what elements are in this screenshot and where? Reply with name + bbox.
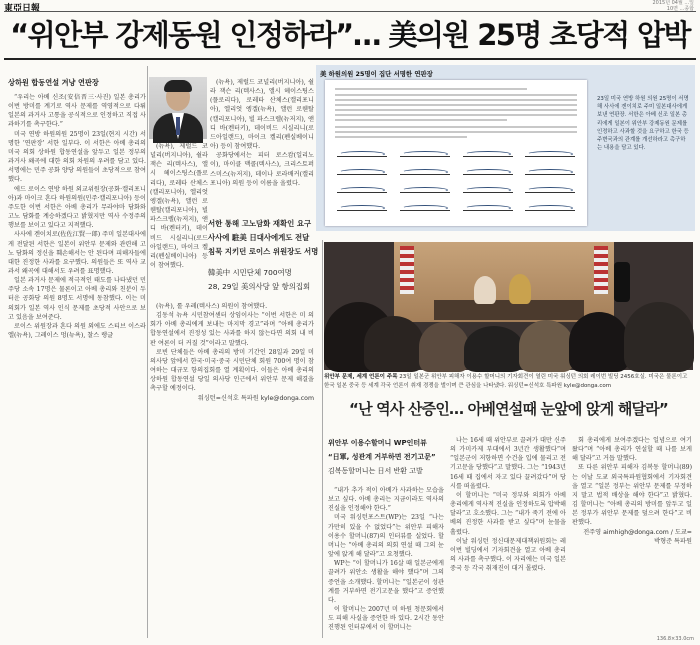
top-rule <box>4 11 696 12</box>
letter-box-title: 美 하원의원 25명이 집단 서명한 연판장 <box>320 70 433 78</box>
page-number: 10면 ...종합 <box>666 6 694 12</box>
paragraph: 또 다른 위안부 피해자 김복동 할머니(89)는 이날 도쿄 외국특파원협회에서 기자회견을 열고 “일본 정부는 위안부 문제를 부정하지 말고 법적 배상을 해야 한다”고 밝혔다. 김 할머니는 “아베 총리의 방미를 앞두고 일본 정부가 위안부 문제를 덮으려 한다”고 비판했다. <box>572 464 692 527</box>
quote-col-3 <box>572 436 692 638</box>
byline: 워싱턴=신석호 특파원 kyle@donga.com <box>197 394 314 402</box>
press-conference-photo <box>324 242 693 370</box>
paragraph: (뉴욕), 롤 우레(텍사스) 의원이 참여했다. <box>156 303 268 310</box>
paragraph: 미국 연방 하원의원 25명이 23일(현지 시간) 서명한 ‘연판장’ 서한 일부다. 이 서한은 아베 총리의 미국 의회 상하원 합동연설을 앞두고 일본 정부의 과거사 왜곡에 대한 의회 차원의 우려를 담고 있다. 서명에는 민주 공화 양당 의원들이 초당적으로 참여했다. <box>8 130 146 184</box>
letter-document-image <box>325 80 587 226</box>
quote-subhead-1: 위안부 이용수할머니 WP인터뷰 <box>328 439 427 447</box>
paragraph: (뉴욕), 제럴드 코널리(버지니아), 쉴라 잭슨 리(텍사스), 앨시 헤이스팅스(플로리다), 로레타 산체스(캘리포니아), 엘리엇 엥겔(뉴욕), 앨런 로웬탈(캘리포니아), 빌 파스크렐(뉴저지), 앤디 바(켄터키), 데이비드 시실리니(로드아일랜드), 마이크 켈리(펜실베이니아) 등이 참여했다. <box>150 143 208 270</box>
paragraph: 일본 과거사 문제에 적극적인 태도를 나타냈던 민주당 소속 17명은 물론이고 아베 총리와 친분이 두터운 공화당 의원 8명도 서명에 동참했다. 이는 미 의회가 일본 역사 인식 문제를 초당적 사안으로 보고 있음을 보여준다. <box>8 277 146 321</box>
quote-headline: “난 역사 산증인… 아베연설때 눈앞에 앉게 해달라” <box>349 400 668 418</box>
paragraph: 회 총리에게 보여주겠다는 일념으로 여기 왔다”며 “아베 총리가 연설할 때 나를 보게 해 달라”고 거듭 말했다. <box>572 437 692 463</box>
paragraph: 사사에 겐이치로(佐佐江賢一郞) 주미 일본대사에게 전달된 서한은 일본이 위안부 문제와 관련해 고노 담화의 정신을 훼손해서는 안 된다며 피해자들에 대한 진정한 사과를 요구했다. 의원들은 또 역사 교과서 왜곡에 대해서도 우려를 표명했다. <box>8 231 146 275</box>
masthead: 東亞日報 <box>4 4 41 14</box>
sidebar-head-5: 28, 29일 美의사당 앞 항의집회 <box>208 282 311 291</box>
sidebar-article-body <box>150 302 314 638</box>
mid-article-body-left <box>150 142 208 270</box>
sidebar-head-3: 침묵 지키던 로이스 위원장도 서명 <box>208 247 319 256</box>
paragraph: “우리는 아베 신조(安倍晋三·사진) 일본 총리가 이번 방미를 계기로 역사 문제를 역영적으로 다뤄 일본의 과거사 고통을 공식적으로 인정하고 직접 사과하기를 촉구한다.” <box>8 94 146 129</box>
page-size-footer: 136.8×33.0cm <box>656 636 694 642</box>
paragraph: “내가 추가 적이 아베가 사과하는 모습을 보고 싶다. 아베 총리는 지금이라도 역사의 진실을 인정해야 한다.” <box>328 487 444 513</box>
column-divider <box>147 66 148 638</box>
paragraph: 김동석 뉴욕 시민참여센터 상임이사는 “이번 서한은 미 의회가 아베 총리에게 보내는 마지막 경고”라며 “아베 총리가 합동연설에서 진정성 있는 사과를 하지 않는다면 의회 내 비판 여론이 더 커질 것”이라고 말했다. <box>150 312 314 347</box>
paragraph: 로이스 위원장과 혼다 의원 외에도 스티브 이스라엘(뉴욕), 그레이스 멍(뉴욕), 찰스 랭글 <box>8 322 146 340</box>
paragraph: 이 할머니는 “미국 정부와 의회가 아베 총리에게 역사적 진실을 인정하도록 압박해 달라”고 호소했다. 그는 “내가 죽기 전에 아베의 진정한 사과를 받고 싶다”며 눈물을 흘렸다. <box>450 491 566 536</box>
mid-article-body <box>210 78 314 208</box>
left-subhead: 상하원 합동연설 겨냥 연판장 <box>8 78 99 87</box>
quote-subhead-3: 김복동할머니는 日서 반환 고발 <box>328 467 423 475</box>
main-headline: “위안부 강제동원 인정하라”… 美의원 25명 초당적 압박 <box>10 18 690 52</box>
photo-caption-text: 23일 일본군 위안부 피해자 이용수 할머니의 기자회견이 열린 미국 워싱턴 의회 레이번 빌딩 2456호실. 미국은 물론이고 한국 일본 중국 등 세계 각국 언론이 취재 경쟁을 벌이며 큰 관심을 나타냈다. 워싱턴=신석호 특파원 kyle@donga.com <box>324 374 688 389</box>
paragraph: 공화당에서는 피터 로스캄(일리노이), 마이클 맥콜(텍사스), 크리스토퍼 스미스(뉴저지), 데이나 로라배커(캘리포니아) 의원 등이 이름을 올렸다. <box>210 152 314 187</box>
paragraph: 미국 워싱턴포스트(WP)는 23일 “나는 가만히 있을 수 없었다”는 위안부 피해자 이용수 할머니(87)의 인터뷰를 실었다. 할머니는 “아베 총리의 의회 연설 때 그의 눈앞에 앉게 해 달라”고 요청했다. <box>328 514 444 559</box>
left-article-body <box>8 93 146 641</box>
paragraph: 로빈 단체들은 아베 총리의 방미 기간인 28일과 29일 미 의사당 앞에서 한국·미국·중국 시민단체 회원 700여 명이 참여하는 대규모 항의집회를 열 계획이다. 이들은 아베 총리의 상하원 합동연설 당일 의사당 인근에서 위안부 문제 해결을 촉구할 예정이다. <box>150 348 314 393</box>
abe-portrait-photo <box>149 77 207 139</box>
paragraph: 에드 로이스 연방 하원 외교위원장(공화·캘리포니아)과 마이크 혼다 하원의원(민주·캘리포니아) 등이 주도한 이번 서한은 아베 총리가 무라야마 담화와 고노 담화를 계승하겠다고 밝혔지만 역사 수정주의 행보를 보이고 있다고 지적했다. <box>8 185 146 230</box>
photo-caption <box>324 373 693 390</box>
date-text: 2015년 04월 ...일 <box>652 0 694 6</box>
byline: 전주영 aimhigh@donga.com / 도쿄=박형준 특파원 <box>583 528 692 545</box>
quote-col-2 <box>450 436 566 638</box>
headline-rule <box>4 58 696 60</box>
paragraph: 나는 16세 때 위안부로 끌려가 대만 신주의 가미카제 부대에서 3년간 생활했다”며 “일본군이 저항하면 수건을 입에 물리고 전기고문을 당했다”고 말했다. 그는 “1943년 16세 때 집에서 자고 있다 끌려갔다”며 당시를 떠올렸다. <box>450 437 566 490</box>
quote-subheads <box>328 436 444 478</box>
photo-caption-title: 위안부 문제, 세계 언론이 주목 <box>324 374 398 380</box>
quote-col-1 <box>328 486 444 638</box>
paragraph: 이날 워싱턴 정신대문제대책위원회는 레이번 빌딩에서 기자회견을 열고 아베 총리의 사과를 촉구했다. 이 자리에는 미국 일본 중국 등 각국 취재진이 대거 몰렸다. <box>450 537 566 573</box>
paragraph: 이 할머니는 2007년 미 하원 청문회에서도 피해 사실을 증언한 바 있다. 2시간 동안 진행된 인터뷰에서 이 할머니는 <box>328 606 444 632</box>
column-divider <box>322 240 323 638</box>
sidebar-head-2: 사사에 駐美 日대사에게도 전달 <box>208 233 310 242</box>
paragraph: WP는 “이 할머니가 16살 때 일본군에게 끌려가 위안소 생활을 해야 했다”며 그의 증언을 소개했다. 할머니는 “일본군이 성관계를 거부하면 전기고문을 했다”고 증언했다. <box>328 560 444 604</box>
quote-subhead-2: “日軍, 성관계 거부하면 전기고문” <box>328 453 436 461</box>
letter-box-caption: 23일 미국 연방 하원 의원 25명이 서명해 사사에 겐이치로 주미 일본대사에게 보낸 연판장. 서한은 아베 신조 일본 총리에게 일본이 위안부 강제동원 문제를 인정하고 사과할 것을 요구하고 한국 등 주변국과의 관계를 개선하라고 촉구하는 내용을 담고 있다. <box>597 96 689 152</box>
sidebar-head-1: 서한 통해 고노담화 재확인 요구 <box>208 219 312 228</box>
paragraph: (뉴욕), 제럴드 코널리(버지니아), 쉴라 잭슨 리(텍사스), 앨시 헤이스팅스(플로리다), 로레타 산체스(캘리포니아), 엘리엇 엥겔(뉴욕), 앨런 로웬탈(캘리포니아), 빌 파스크렐(뉴저지), 앤디 바(켄터키), 데이비드 시실리니(로드아일랜드), 마이크 켈리(펜실베이니아) 등이 참여했다. <box>210 79 314 151</box>
sidebar-head-4: 韓美中 시민단체 700여명 <box>208 268 292 277</box>
